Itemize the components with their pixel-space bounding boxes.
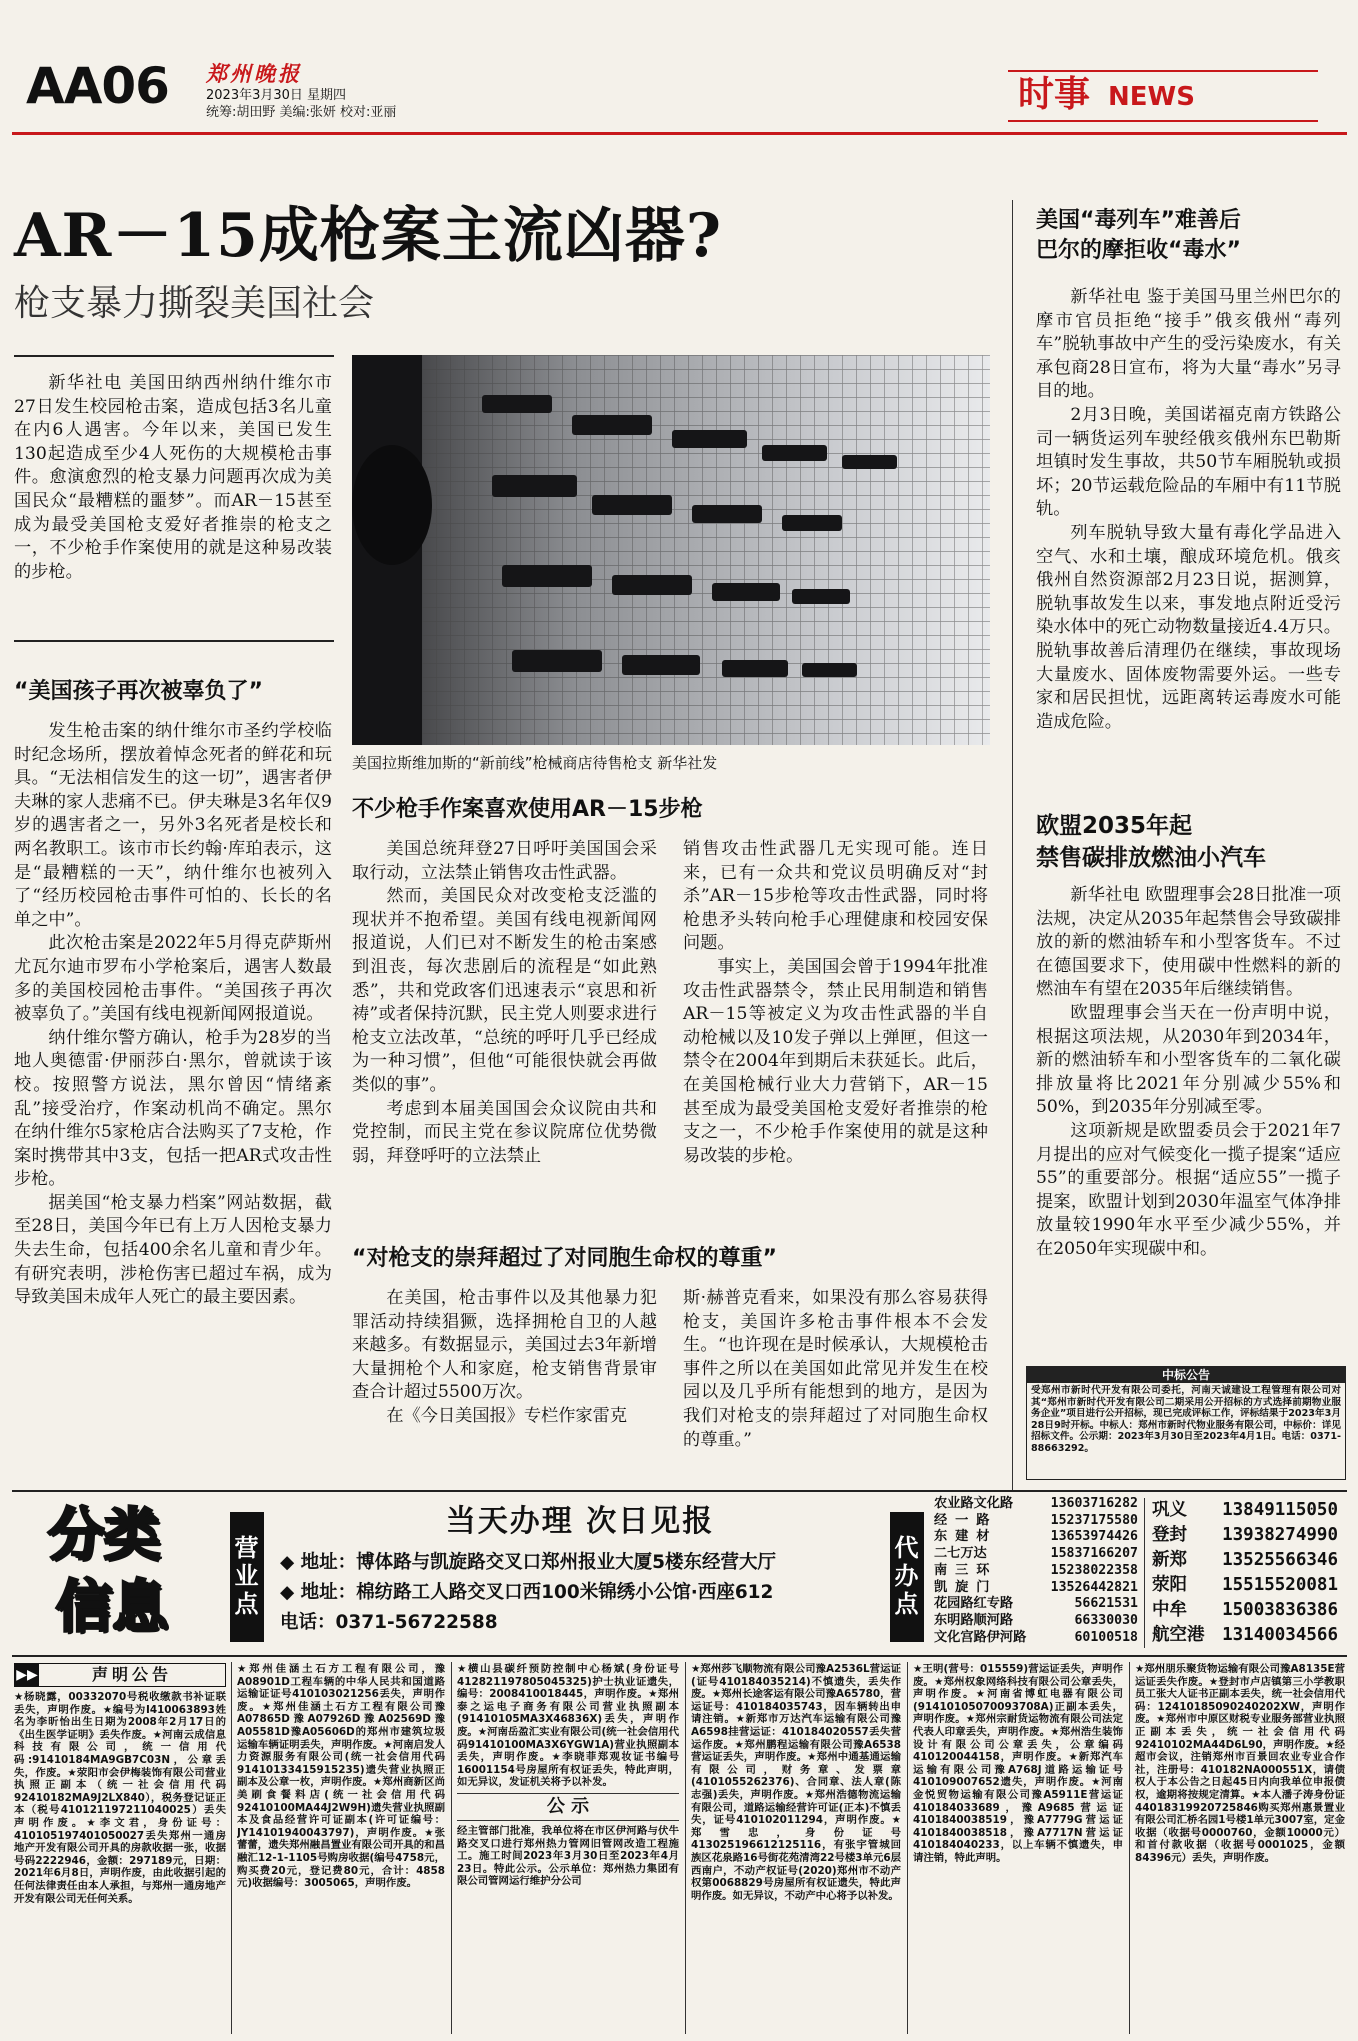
classified-col-3	[457, 1663, 679, 2033]
agent-row: 新郑 13525566346	[1152, 1550, 1338, 1570]
section-banner	[1008, 70, 1318, 122]
classified-col-2	[237, 1663, 445, 2033]
statement-arrow-icon: ▶▶	[15, 1664, 39, 1686]
classified-info	[280, 1502, 880, 1638]
section2-title: 不少枪手作案喜欢使用AR－15步枪	[352, 797, 703, 822]
agent-row: 航空港 13140034566	[1152, 1625, 1338, 1645]
agent-row: 南 三 环 15238022358	[934, 1562, 1138, 1578]
cls-divider	[907, 1662, 908, 2034]
side1-body	[1036, 286, 1341, 734]
agents-divider	[1144, 1498, 1145, 1648]
classified-mid-rule	[12, 1655, 1347, 1657]
agent-row: 中牟 15003836386	[1152, 1600, 1338, 1620]
section2-para-5: 事实上，美国国会曾于1994年批准攻击性武器禁令，禁止民用制造和销售AR－15等被定义为攻击性武器的半自动枪械以及10发子弹以上弹匣，但这一禁令在2004年到期后未获延长。此后，在美国枪械行业大力营销下，AR－15甚至成为最受美国枪支爱好者推崇的枪支之一，不少枪手作案使用的就是这种易改装的步枪。	[683, 956, 988, 1166]
classified-slogan: 当天办理 次日见报	[445, 1504, 715, 1539]
side1-para-2: 2月3日晚，美国诺福克南方铁路公司一辆货运列车驶经俄亥俄州东巴勒斯坦镇时发生事故，共50节车厢脱轨或损坏；20节运载危险品的车厢中有11节脱轨。	[1036, 404, 1341, 520]
section-title-cn: 时事	[1018, 74, 1091, 115]
agent-row: 经 一 路 15237175580	[934, 1512, 1138, 1528]
agent-row: 二七万达 15837166207	[934, 1546, 1138, 1562]
cls-divider	[1129, 1662, 1130, 2034]
classified-logo-top: 分类	[48, 1503, 160, 1568]
lead-top-rule	[14, 355, 334, 357]
agent-row: 巩义 13849115050	[1152, 1500, 1338, 1520]
classified-col-1	[14, 1663, 226, 2033]
cls-divider	[685, 1662, 686, 2034]
classified-col-5-text: ★王明(营号：015559)营运证丢失，声明作废。★郑州权象网络科技有限公司公章丢失，声明作废。★河南省博虹电器有限公司(91410105070093708A)正副本丢失，声明作废。★郑州宗耐货运物流有限公司法定代表人印章丢失，声明作废。★郑州浩生装饰设计有限公司公章丢失，公章编码410120044158，声明作废。★新郑汽车运输有限公司豫A768J道路运输证号410109007652遗失，声明作废。★河南金悦贸物运输有限公司豫A5911E营运证410184033689，豫A9685营运证4101840038519，豫A7779G营运证4101840038518，豫A7717N营运证410184040233，以上车辆不慎遗失，申请注销，特此声明。	[913, 1663, 1123, 1864]
section1-para-4: 据美国“枪支暴力档案”网站数据，截至28日，美国今年已有上万人因枪支暴力失去生命，包括400余名儿童和青少年。有研究表明，涉枪伤害已超过车祸，成为导致美国未成年人死亡的最主要因素。	[14, 1192, 332, 1308]
classified-address-2: ◆ 地址：棉纺路工人路交叉口西100米锦绣小公馆·西座612	[280, 1582, 774, 1603]
section1-body	[14, 720, 332, 1310]
classified-col-2-text: ★郑州佳涵土石方工程有限公司，豫A08901D工程车辆的中华人民共和国道路运输证证号410103021256丢失，声明作废。★郑州佳涵土石方工程有限公司豫A07865D豫A07926D豫A02569D豫A05581D豫A05606D的郑州市建筑垃圾运输车辆证明丢失，声明作废。★河南启发人力资源服务有限公司(统一社会信用代码91410133415915235)遗失营业执照正副本及公章一枚，声明作废。★郑州商新区尚美刷食餐料店(统一社会信用代码92410100MA44J2W9H)遗失营业执照副本及食品经营许可证副本(许可证编号：JY14101940043797)，声明作废。★张蕾蕾，遗失郑州融昌置业有限公司开具的和昌融汇12-1-1105号购房收据(编号4758元，购买费20元，登记费80元，合计：4858元)收据编号：3005065，声明作废。	[237, 1663, 445, 1890]
section3-para-2: 在《今日美国报》专栏作家雷克	[386, 1405, 628, 1426]
side2-title-line2: 禁售碳排放燃油小汽车	[1036, 845, 1266, 871]
lead-paragraph: 新华社电 美国田纳西州纳什维尔市27日发生校园枪击案，造成包括3名儿童在内6人遇害。今年以来，美国已发生130起造成至少4人死伤的大规模枪击事件。愈演愈烈的枪支暴力问题再次成为美国民众“最糟糕的噩梦”。而AR－15甚至成为最受美国枪支爱好者推崇的枪支之一，不少枪手作案使用的就是这种易改装的步枪。	[14, 373, 332, 582]
agent-row: 登封 13938274990	[1152, 1525, 1338, 1545]
classified-phone: 电话：0371-56722588	[280, 1612, 498, 1633]
cls-divider	[451, 1662, 452, 2034]
classified-col-1-text: ★杨晓露，00332070号税收缴款书补证联丢失，声明作废。★编号为I410063893姓名为李昕怡出生日期为2008年2月17日的《出生医学证明》丢失作废。★河南云成信息科技有限公司，统一信用代码:91410184MA9GB7C03N，公章丢失，作废。★荥阳市会伊梅装饰有限公司营业执照正副本（统一社会信用代码92410182MA9J2LX840），税务登记证正本（税号410121197211040025）丢失声明作废。★李文君，身份证号：410105197401050027丢失郑州一通房地产开发有限公司开具的房款收据一张，收据号码2222946，金额：297189元，日期：2021年6月8日，声明作废，由此收据引起的任何法律责任由本人承担，与郑州一通房地产开发有限公司无任何关系。	[14, 1691, 226, 1905]
yingye-label: 营业点	[230, 1512, 264, 1642]
classified-col-3-text: ★横山县碳纤预防控制中心杨斌(身份证号412821197805045325)护士执业证遗失，编号：2008410018445，声明作废。★郑州泰之运电子商务有限公司营业执照副本(91410105MA3X46836X)丢失，声明作废。★河南岳盈汇实业有限公司(统一社会信用代码91410100MA3X6YGW1A)营业执照副本丢失，声明作废。★李晓菲郑观妆证书编号16001154号房屋所有权证丢失，特此声明，如无异议，发证机关将予以补发。	[457, 1663, 679, 1789]
lead-bottom-rule	[14, 640, 334, 642]
column-divider	[1012, 200, 1013, 1490]
side2-para-2: 欧盟理事会当天在一份声明中说，根据这项法规，从2030年到2034年，新的燃油轿车和小型客货车的二氧化碳排放量将比2021年分别减少55%和50%，到2035年分别减至零。	[1036, 1002, 1341, 1118]
classified-col-6-text: ★郑州朋乐聚货物运输有限公司豫A8135E营运证丢失作废。★登封市卢店镇第三小学教职员工张大人证书正副本丢失，统一社会信用代码：12410185090240202XW，声明作废。★郑州市中原区财税专业服务部营业执照正副本丢失，统一社会信用代码92410102MA44D6L90，声明作废。★经超市会议，注销郑州市百景回农业专业合作社，注册号：410182NA000551X，请债权人于本公告之日起45日内向我单位申报债权，逾期将按规定清算。★本人潘子涛身份证44018319920725846购买郑州惠景置业有限公司汇桥名园1号楼1单元3007室，定金收据（收据号0000760，金额10000元）和首付款收据（收据号0001025，金额84396元）丢失，声明作废。	[1135, 1663, 1345, 1864]
bid-notice	[1026, 1366, 1346, 1480]
agent-row: 文化宫路伊河路 60100518	[934, 1629, 1138, 1645]
bid-notice-text: 受郑州市新时代开发有限公司委托，河南天诚建设工程管理有限公司对其“郑州市新时代开发有限公司二期采用公开招标的方式选择前期物业服务企业”项目进行公开招标，现已完成评标工作，评标结果于2023年3月28日9时开标。中标人：郑州市新时代物业服务有限公司，中标价：详见招标文件。公示期：2023年3月30日至2023年4月1日。电话：0371-88663292。	[1031, 1385, 1341, 1454]
side2-title-line1: 欧盟2035年起	[1036, 813, 1193, 839]
statement-header: ▶▶ 声明公告	[14, 1663, 226, 1687]
masthead-rule	[12, 132, 1347, 135]
section-title-en: NEWS	[1108, 82, 1195, 112]
cls-divider	[231, 1662, 232, 2034]
section2-para-1: 美国总统拜登27日呼吁美国国会采取行动，立法禁止销售攻击性武器。	[352, 839, 657, 883]
classified-logo-bottom: 信息	[56, 1575, 168, 1640]
section3-para-3: 斯·赫普克看来，如果没有那么容易获得枪支，美国许多枪击事件根本不会发生。“也许现在是时候承认，大规模枪击事件之所以在美国如此常见并发生在校园以及几乎所有能想到的地方，是因为我们对枪支的崇拜超过了对同胞生命权的尊重。”	[683, 1288, 988, 1450]
classified-col-4	[691, 1663, 901, 2033]
side2-para-3: 这项新规是欧盟委员会于2021年7月提出的应对气候变化一揽子提案“适应55”的重要部分。根据“适应55”一揽子提案，欧盟计划到2030年温室气体净排放量较1990年水平至少减少55%，并在2050年实现碳中和。	[1036, 1120, 1341, 1259]
section2-col2	[683, 838, 988, 1168]
page-number: AA06	[26, 57, 169, 115]
side2-body	[1036, 884, 1341, 1262]
side2-title	[1036, 810, 1341, 874]
bid-notice-title: 中标公告	[1027, 1367, 1345, 1383]
side1-para-1: 新华社电 鉴于美国马里兰州巴尔的摩市官员拒绝“接手”俄亥俄州“毒列车”脱轨事故中产生的受污染废水，有关承包商28日宣布，将为大量“毒水”另寻目的地。	[1036, 287, 1341, 402]
gongshi-text: 经主管部门批准，我单位将在市区伊河路与伏牛路交叉口进行郑州热力管网旧管网改造工程施工。施工时间2023年3月30日至2023年4月23日。特此公示。公示单位：郑州热力集团有限公司管网运行维护分公司	[457, 1824, 679, 1888]
agents-left-list	[934, 1496, 1138, 1646]
side2-para-1: 新华社电 欧盟理事会28日批准一项法规，决定从2035年起禁售会导致碳排放的新的燃油轿车和小型客货车。不过在德国要求下，使用碳中性燃料的新的燃油车有望在2035年后继续销售。	[1036, 885, 1341, 1000]
classified-top-rule	[12, 1490, 1347, 1492]
main-subheadline: 枪支暴力撕裂美国社会	[14, 283, 375, 324]
issue-date: 2023年3月30日 星期四	[206, 88, 347, 103]
section3-para-1: 在美国，枪击事件以及其他暴力犯罪活动持续猖獗，选择拥枪自卫的人越来越多。有数据显示，美国过去3年新增大量拥枪个人和家庭，枪支销售背景审查合计超过5500万次。	[352, 1288, 657, 1403]
daiban-label: 代办点	[890, 1512, 924, 1642]
side1-para-3: 列车脱轨导致大量有毒化学品进入空气、水和土壤，酿成环境危机。俄亥俄州自然资源部2月23日说，据测算，脱轨事故发生以来，事发地点附近受污染水体中的死亡动物数量接近4.4万只。脱轨事故善后清理仍在继续，事故现场大量废水、固体废物需要外运。一些专家和居民担忧，远距离转运毒废水可能造成危险。	[1036, 522, 1341, 732]
agent-row: 东明路顺河路 66330030	[934, 1612, 1138, 1628]
section2-para-4: 销售攻击性武器几无实现可能。连日来，已有一众共和党议员明确反对“封杀”AR－15步枪等攻击性武器，同时将枪患矛头转向枪手心理健康和校园安保问题。	[683, 839, 988, 954]
side1-title-line1: 美国“毒列车”难善后	[1036, 208, 1241, 233]
side1-title	[1036, 206, 1336, 266]
side1-title-line2: 巴尔的摩拒收“毒水”	[1036, 238, 1241, 263]
photo-caption: 美国拉斯维加斯的“新前线”枪械商店待售枪支 新华社发	[352, 754, 718, 772]
classified-col-5	[913, 1663, 1123, 2033]
section1-para-1: 发生枪击案的纳什维尔市圣约学校临时纪念场所，摆放着悼念死者的鲜花和玩具。“无法相信发生的这一切”，遇害者伊夫琳的家人悲痛不已。伊夫琳是3名年仅9岁的遇害者之一，另外3名死者是校长和两名教职工。该市市长约翰·库珀表示，这是“最糟糕的一天”，纳什维尔也被列入了“经历校园枪击事件可怕的、长长的名单之中”。	[14, 721, 332, 930]
agent-row: 荥阳 15515520081	[1152, 1575, 1338, 1595]
section1-para-2: 此次枪击案是2022年5月得克萨斯州尤瓦尔迪市罗布小学枪案后，遇害人数最多的美国校园枪击事件。“美国孩子再次被辜负了。”美国有线电视新闻网报道说。	[14, 933, 332, 1025]
agent-row: 花园路红专路 56621531	[934, 1596, 1138, 1612]
agent-row: 东 建 材 13653974426	[934, 1529, 1138, 1545]
section3-title: “对枪支的崇拜超过了对同胞生命权的尊重”	[352, 1246, 777, 1271]
gun-store-photo	[352, 355, 990, 745]
main-headline: AR－15成枪案主流凶器?	[14, 201, 723, 271]
section1-title: “美国孩子再次被辜负了”	[14, 679, 263, 704]
classified-logo	[30, 1502, 210, 1652]
section2-para-2: 然而，美国民众对改变枪支泛滥的现状并不抱希望。美国有线电视新闻网报道说，人们已对不断发生的枪击案感到沮丧，每次悲剧后的流程是“如此熟悉”，共和党政客们迅速表示“哀思和祈祷”或者保持沉默，民主党人则要求进行枪支立法改革，“总统的呼吁几乎已经成为一种习惯”，但他“可能很快就会再做类似的事”。	[352, 886, 657, 1095]
section3-col2	[683, 1287, 988, 1452]
gongshi-title: 公 示	[457, 1793, 679, 1821]
section3-col1	[352, 1287, 657, 1429]
section2-col1	[352, 838, 657, 1168]
classified-col-6	[1135, 1663, 1345, 2033]
classified-address-1: ◆ 地址：博体路与凯旋路交叉口郑州报业大厦5楼东经营大厅	[280, 1552, 777, 1573]
editor-credits: 统筹:胡田野 美编:张妍 校对:亚丽	[206, 105, 397, 120]
agents-right-list	[1152, 1498, 1338, 1648]
section1-para-3: 纳什维尔警方确认，枪手为28岁的当地人奥德雷·伊丽莎白·黑尔，曾就读于该校。按照警方说法，黑尔曾因“情绪紊乱”接受治疗，作案动机尚不确定。黑尔在纳什维尔5家枪店合法购买了7支枪，作案时携带其中3支，包括一把AR式攻击性步枪。	[14, 1027, 332, 1190]
classified-col-4-text: ★郑州莎飞顺物流有限公司豫A2536L营运证(证号410184035214)不慎遗失，丢失作废。★郑州长途客运有限公司豫A65780，营运证号：410184035743，因车辆转出申请注销。★新郑市万达汽车运输有限公司豫A6598挂营运证：410184020557丢失营运作废。★郑州鹏程运输有限公司豫A6538营运证丢失，声明作废。★郑州中通基通运输有限公司，财务章、发票章(4101055262376)、合同章、法人章(陈志强)丢失，声明作废。★郑州浩德物流运输有限公司，道路运输经营许可证(正本)不慎丢失，证号410102011294，声明作废。★郑雪忠，身份证号413025196612125116，有张宇管城回族区花泉路16号街花苑清湾22号楼3单元6层西南户，不动产权证号(2020)郑州市不动产权第0068829号房屋所有权证遗失，特此声明作废。如无异议，不动产中心将予以补发。	[691, 1663, 901, 1902]
masthead	[0, 0, 1358, 140]
agent-row: 农业路文化路 13603716282	[934, 1496, 1138, 1511]
section2-para-3: 考虑到本届美国国会众议院由共和党控制，而民主党在参议院席位优势微弱，拜登呼吁的立法禁止	[352, 1098, 657, 1166]
agent-row: 凯 旋 门 13526442821	[934, 1579, 1138, 1595]
paper-logo: 郑州晚报	[206, 61, 302, 86]
photo-illustration	[352, 355, 990, 745]
